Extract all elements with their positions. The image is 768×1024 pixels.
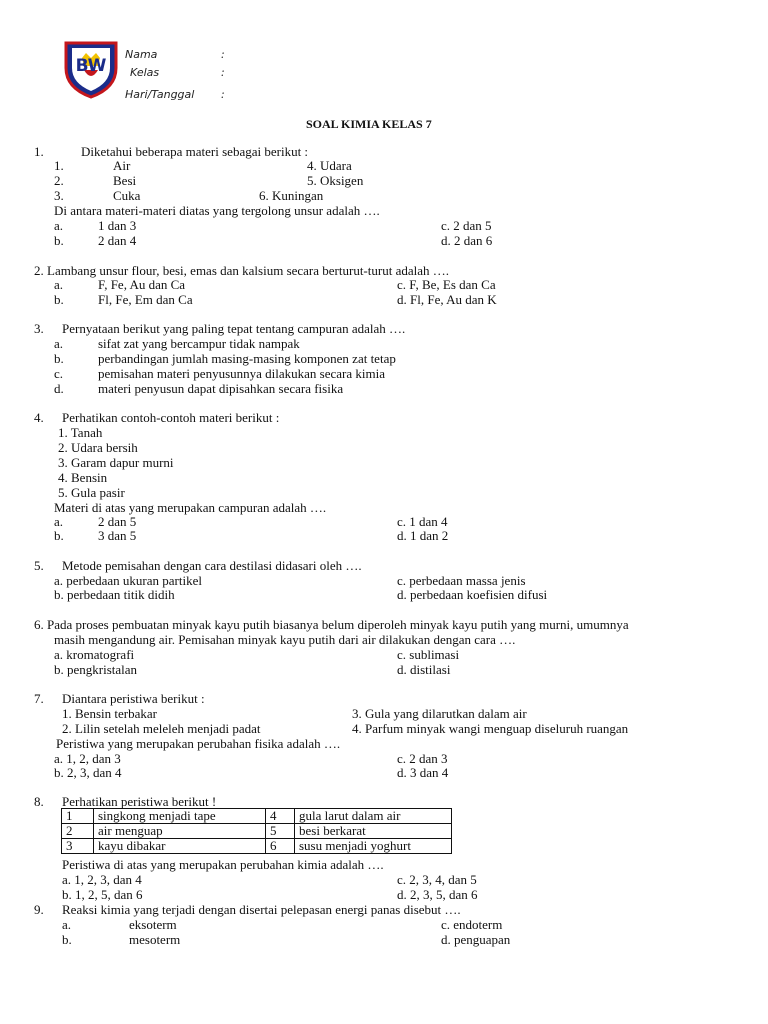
q6-option-b: b. pengkristalan — [54, 662, 138, 677]
q8-option-d: d. 2, 3, 5, dan 6 — [397, 887, 478, 902]
q5-number: 5. — [34, 558, 44, 573]
q3-option-c: pemisahan materi penyusunnya dilakukan secara kimia — [98, 366, 385, 381]
q3-option-d-label: d. — [54, 381, 64, 396]
q3-option-c-label: c. — [54, 366, 64, 381]
q8-option-a: a. 1, 2, 3, dan 4 — [62, 872, 142, 887]
q1-item1-num: 1. — [54, 158, 64, 173]
q4-option-a-label: a. — [54, 514, 64, 529]
school-logo — [60, 38, 122, 100]
q9-option-c: c. endoterm — [441, 917, 503, 932]
q1-option-a: 1 dan 3 — [98, 218, 137, 233]
q9-option-a: eksoterm — [129, 917, 177, 932]
q6-line1: 6. Pada proses pembuatan minyak kayu putih biasanya belum diperoleh minyak kayu putih yang murni, umumnya — [34, 617, 629, 632]
q8-option-c: c. 2, 3, 4, dan 5 — [397, 872, 477, 887]
q4-number: 4. — [34, 410, 44, 425]
q1-item1: Air — [113, 158, 131, 173]
q9-stem: Reaksi kimia yang terjadi dengan disertai pelepasan energi panas disebut …. — [62, 902, 461, 917]
q4-option-d: d. 1 dan 2 — [397, 528, 449, 543]
q1-option-d: d. 2 dan 6 — [441, 233, 493, 248]
q3-option-d: materi penyusun dapat dipisahkan secara fisika — [98, 381, 344, 396]
q5-option-d: d. perbedaan koefisien difusi — [397, 587, 548, 602]
q4-item4: 4. Bensin — [58, 470, 108, 485]
table-cell: gula larut dalam air — [295, 809, 452, 824]
table-cell: susu menjadi yoghurt — [295, 839, 452, 854]
q5-stem: Metode pemisahan dengan cara destilasi didasari oleh …. — [62, 558, 362, 573]
table-cell: kayu dibakar — [94, 839, 266, 854]
table-cell: 1 — [62, 809, 94, 824]
q1-item2: Besi — [113, 173, 137, 188]
q1-option-c: c. 2 dan 5 — [441, 218, 492, 233]
kelas-label: Kelas — [130, 66, 160, 79]
q9-option-b-label: b. — [62, 932, 72, 947]
table-row — [62, 824, 452, 839]
q9-option-b: mesoterm — [129, 932, 181, 947]
table-row — [62, 809, 452, 824]
hari-label: Hari/Tanggal — [125, 88, 195, 101]
q3-stem: Pernyataan berikut yang paling tepat tentang campuran adalah …. — [62, 321, 406, 336]
q1-number: 1. — [34, 144, 44, 159]
q1-option-a-label: a. — [54, 218, 64, 233]
q9-number: 9. — [34, 902, 44, 917]
q7-number: 7. — [34, 691, 44, 706]
q4-option-b: 3 dan 5 — [98, 528, 137, 543]
q9-option-a-label: a. — [62, 917, 72, 932]
table-cell: 4 — [266, 809, 295, 824]
q1-item3: Cuka — [113, 188, 141, 203]
q4-option-c: c. 1 dan 4 — [397, 514, 448, 529]
q8-stem: Perhatikan peristiwa berikut ! — [62, 794, 217, 809]
q6-option-d: d. distilasi — [397, 662, 451, 677]
q8-option-b: b. 1, 2, 5, dan 6 — [62, 887, 143, 902]
q1-item3-num: 3. — [54, 188, 64, 203]
q7-option-a: a. 1, 2, dan 3 — [54, 751, 121, 766]
table-row — [62, 839, 452, 854]
q1-item4: 4. Udara — [307, 158, 352, 173]
q7-option-c: c. 2 dan 3 — [397, 751, 448, 766]
q3-option-a: sifat zat yang bercampur tidak nampak — [98, 336, 300, 351]
q7-item1: 1. Bensin terbakar — [62, 706, 157, 721]
q1-option-b-label: b. — [54, 233, 64, 248]
table-cell: singkong menjadi tape — [94, 809, 266, 824]
q2-option-a-label: a. — [54, 277, 64, 292]
q4-option-a: 2 dan 5 — [98, 514, 137, 529]
kelas-colon: : — [221, 66, 225, 79]
q6-option-a: a. kromatografi — [54, 647, 135, 662]
q2-option-d: d. Fl, Fe, Au dan K — [397, 292, 497, 307]
table-cell: 2 — [62, 824, 94, 839]
q2-option-a: F, Fe, Au dan Ca — [98, 277, 186, 292]
q1-item6: 6. Kuningan — [259, 188, 324, 203]
q8-question: Peristiwa di atas yang merupakan perubahan kimia adalah …. — [62, 857, 384, 872]
table-cell: 5 — [266, 824, 295, 839]
q2-stem: 2. Lambang unsur flour, besi, emas dan kalsium secara berturut-turut adalah …. — [34, 263, 449, 278]
q7-stem: Diantara peristiwa berikut : — [62, 691, 205, 706]
q1-item5: 5. Oksigen — [307, 173, 364, 188]
hari-colon: : — [221, 88, 225, 101]
q1-item2-num: 2. — [54, 173, 64, 188]
table-cell: 6 — [266, 839, 295, 854]
q4-stem: Perhatikan contoh-contoh materi berikut : — [62, 410, 280, 425]
page-title: SOAL KIMIA KELAS 7 — [306, 117, 432, 131]
q4-item5: 5. Gula pasir — [58, 485, 125, 500]
q8-table — [61, 808, 452, 854]
q9-option-d: d. penguapan — [441, 932, 511, 947]
table-cell: air menguap — [94, 824, 266, 839]
q7-option-d: d. 3 dan 4 — [397, 765, 449, 780]
q4-item2: 2. Udara bersih — [58, 440, 138, 455]
q4-question: Materi di atas yang merupakan campuran adalah …. — [54, 500, 327, 515]
q5-option-c: c. perbedaan massa jenis — [397, 573, 526, 588]
nama-colon: : — [221, 48, 225, 61]
table-cell: besi berkarat — [295, 824, 452, 839]
q4-item1: 1. Tanah — [58, 425, 103, 440]
q7-item3: 3. Gula yang dilarutkan dalam air — [352, 706, 527, 721]
nama-label: Nama — [125, 48, 158, 61]
q1-question: Di antara materi-materi diatas yang tergolong unsur adalah …. — [54, 203, 380, 218]
q1-option-b: 2 dan 4 — [98, 233, 137, 248]
q7-option-b: b. 2, 3, dan 4 — [54, 765, 122, 780]
q3-option-b-label: b. — [54, 351, 64, 366]
logo-letters: BW — [75, 56, 107, 76]
q5-option-a: a. perbedaan ukuran partikel — [54, 573, 202, 588]
q3-option-b: perbandingan jumlah masing-masing komponen zat tetap — [98, 351, 396, 366]
q5-option-b: b. perbedaan titik didih — [54, 587, 175, 602]
q6-option-c: c. sublimasi — [397, 647, 460, 662]
q3-number: 3. — [34, 321, 44, 336]
q2-option-b-label: b. — [54, 292, 64, 307]
q4-option-b-label: b. — [54, 528, 64, 543]
q4-item3: 3. Garam dapur murni — [58, 455, 174, 470]
q7-item4: 4. Parfum minyak wangi menguap diseluruh ruangan — [352, 721, 629, 736]
q6-line2: masih mengandung air. Pemisahan minyak kayu putih dari air dilakukan dengan cara …. — [54, 632, 516, 647]
q8-number: 8. — [34, 794, 44, 809]
q2-option-b: Fl, Fe, Em dan Ca — [98, 292, 193, 307]
q2-option-c: c. F, Be, Es dan Ca — [397, 277, 496, 292]
q7-question: Peristiwa yang merupakan perubahan fisika adalah …. — [56, 736, 341, 751]
q1-stem: Diketahui beberapa materi sebagai berikut : — [81, 144, 309, 159]
table-cell: 3 — [62, 839, 94, 854]
q7-item2: 2. Lilin setelah meleleh menjadi padat — [62, 721, 261, 736]
q3-option-a-label: a. — [54, 336, 64, 351]
